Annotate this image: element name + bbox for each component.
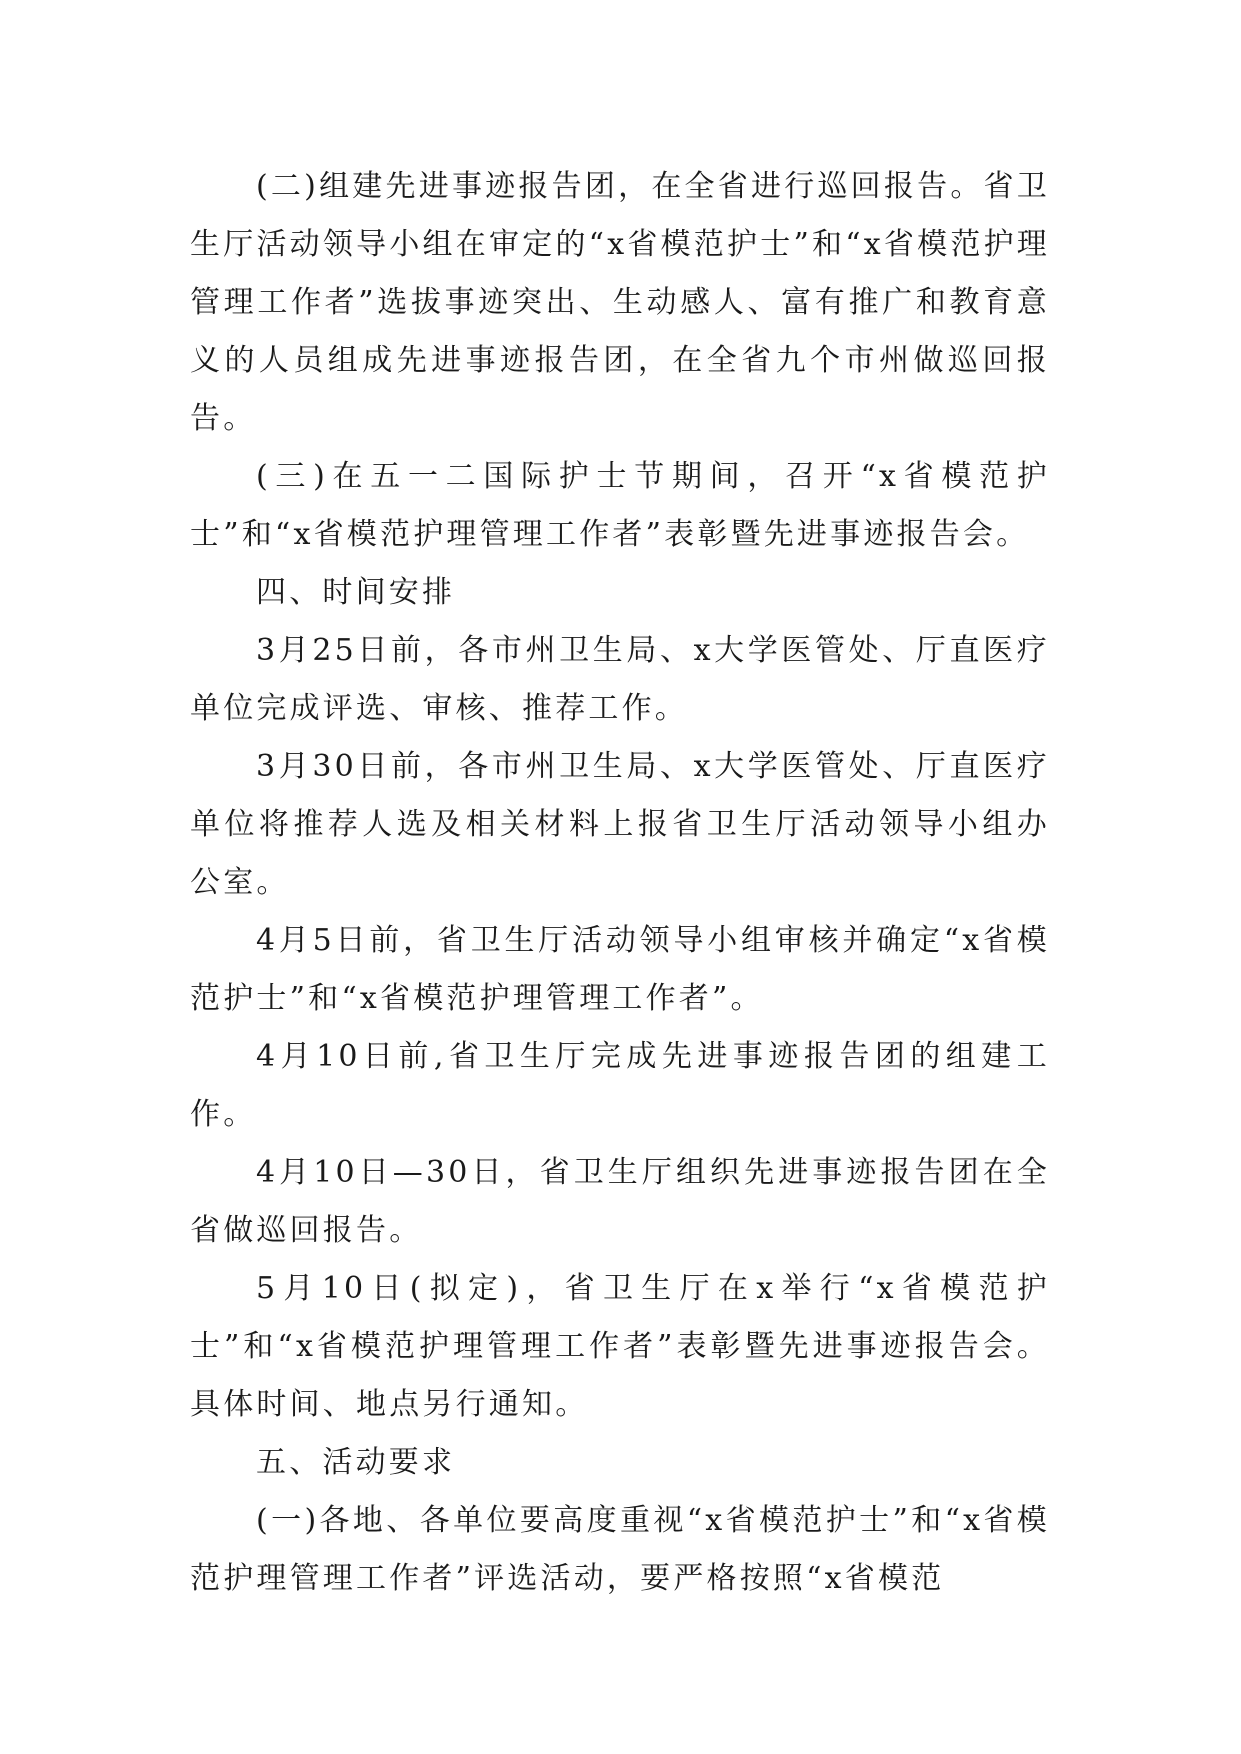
document-body	[190, 158, 1050, 1608]
paragraph-nurses-day-meeting: (三)在五一二国际护士节期间，召开“x省模范护士”和“x省模范护理管理工作者”表彰暨先进事迹报告会。	[190, 459, 1050, 552]
section-heading-schedule: 四、时间安排	[256, 575, 456, 610]
paragraph-schedule-apr-5: 4月5日前，省卫生厅活动领导小组审核并确定“x省模范护士”和“x省模范护理管理工作者”。	[190, 923, 1050, 1016]
section-heading-requirements: 五、活动要求	[256, 1445, 456, 1480]
paragraph-report-group: (二)组建先进事迹报告团，在全省进行巡回报告。省卫生厅活动领导小组在审定的“x省模范护士”和“x省模范护理管理工作者”选拔事迹突出、生动感人、富有推广和教育意义的人员组成先进事迹报告团，在全省九个市州做巡回报告。	[190, 169, 1050, 436]
paragraph-requirement-1: (一)各地、各单位要高度重视“x省模范护士”和“x省模范护理管理工作者”评选活动，要严格按照“x省模范	[190, 1503, 1050, 1596]
paragraph-schedule-mar-30: 3月30日前，各市州卫生局、x大学医管处、厅直医疗单位将推荐人选及相关材料上报省卫生厅活动领导小组办公室。	[190, 749, 1050, 900]
paragraph-schedule-mar-25: 3月25日前，各市州卫生局、x大学医管处、厅直医疗单位完成评选、审核、推荐工作。	[190, 633, 1050, 726]
paragraph-schedule-apr-10-30: 4月10日—30日，省卫生厅组织先进事迹报告团在全省做巡回报告。	[190, 1155, 1050, 1248]
paragraph-schedule-may-10: 5月10日(拟定)，省卫生厅在x举行“x省模范护士”和“x省模范护理管理工作者”表彰暨先进事迹报告会。具体时间、地点另行通知。	[190, 1271, 1050, 1422]
paragraph-schedule-apr-10: 4月10日前,省卫生厅完成先进事迹报告团的组建工作。	[190, 1039, 1050, 1132]
